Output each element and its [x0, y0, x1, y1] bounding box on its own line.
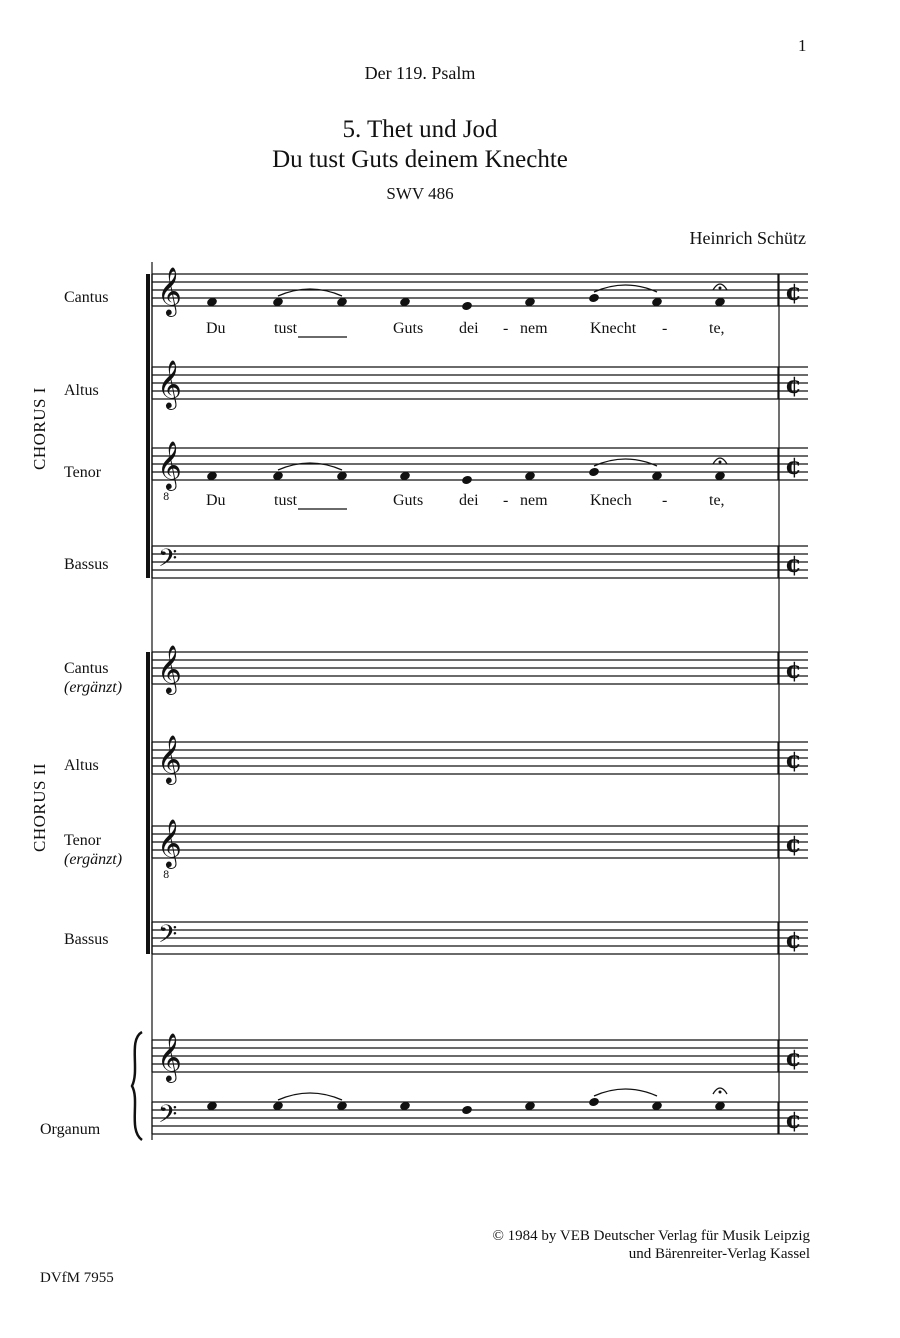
score-glyphs [157, 266, 802, 1135]
lyric-cantus-1: Du [206, 320, 226, 337]
tenor-note [461, 475, 473, 486]
cut-time-symbol: ¢ [785, 829, 802, 858]
copyright-line-2: und Bärenreiter-Verlag Kassel [628, 1246, 810, 1262]
bass-clef-icon: 𝄢 [158, 544, 178, 579]
collection-title: Der 119. Psalm [364, 63, 476, 83]
voice-label-bassus-1: Bassus [64, 556, 109, 573]
voice-note-cantus-2: (ergänzt) [64, 679, 123, 696]
piece-subtitle: Du tust Guts deinem Knechte [272, 146, 568, 173]
treble-clef-icon: 𝄞 [157, 440, 182, 489]
lyric-cantus-7: Knecht [590, 320, 637, 337]
octave-8-marker: 8 [163, 492, 170, 503]
voice-label-cantus-1: Cantus [64, 289, 109, 306]
edition-code: DVfM 7955 [40, 1270, 114, 1286]
cut-time-symbol: ¢ [785, 1105, 802, 1134]
voice-label-tenor-1: Tenor [64, 464, 102, 481]
treble-clef-icon: 𝄞 [157, 818, 182, 867]
cut-time-symbol: ¢ [785, 451, 802, 480]
voice-label-cantus-2: Cantus [64, 660, 109, 677]
treble-clef-icon: 𝄞 [157, 266, 182, 315]
tenor-fermata-dot [719, 461, 722, 464]
organ-bass-note [461, 1105, 473, 1116]
page-number: 1 [798, 36, 807, 55]
bass-clef-icon: 𝄢 [158, 1100, 178, 1135]
organ-bass-fermata-dot [719, 1091, 722, 1094]
lyric-cantus-2: tust [274, 320, 298, 337]
lyric-tenor-5: - [503, 492, 509, 509]
voice-label-tenor-2: Tenor [64, 832, 102, 849]
cut-time-symbol: ¢ [785, 370, 802, 399]
voice-note-tenor-2: (ergänzt) [64, 851, 123, 868]
organ-bass-slur [278, 1093, 342, 1100]
cantus-note [588, 293, 600, 304]
tenor-slur [594, 459, 657, 466]
cut-time-symbol: ¢ [785, 549, 802, 578]
lyric-cantus-3: Guts [393, 320, 424, 337]
voice-label-altus-1: Altus [64, 382, 99, 399]
cut-time-symbol: ¢ [785, 745, 802, 774]
cut-time-symbol: ¢ [785, 925, 802, 954]
cantus-slur [594, 285, 657, 292]
composer-name: Heinrich Schütz [689, 228, 806, 248]
treble-clef-icon: 𝄞 [157, 734, 182, 783]
organ-brace-icon [132, 1032, 142, 1140]
lyric-tenor-6: nem [520, 492, 548, 509]
lyric-cantus-8: - [662, 320, 668, 337]
organ-bass-slur [594, 1089, 657, 1096]
lyric-tenor-8: - [662, 492, 668, 509]
cantus-note [461, 301, 473, 312]
cut-time-symbol: ¢ [785, 277, 802, 306]
cut-time-symbol: ¢ [785, 1043, 802, 1072]
lyric-tenor-2: tust [274, 492, 298, 509]
lyric-cantus-6: nem [520, 320, 548, 337]
tenor-note [588, 467, 600, 478]
piece-title: 5. Thet und Jod [342, 116, 498, 143]
voice-label-organum: Organum [40, 1121, 101, 1138]
staff-lines [132, 262, 808, 1140]
lyric-tenor-7: Knech [590, 492, 632, 509]
voice-label-altus-2: Altus [64, 757, 99, 774]
lyric-cantus-5: - [503, 320, 509, 337]
lyric-tenor-1: Du [206, 492, 226, 509]
treble-clef-icon: 𝄞 [157, 644, 182, 693]
octave-8-marker: 8 [163, 870, 170, 881]
lyric-cantus-9: te, [709, 320, 725, 337]
copyright-line-1: © 1984 by VEB Deutscher Verlag für Musik Leipzig [492, 1228, 810, 1244]
voice-label-bassus-2: Bassus [64, 931, 109, 948]
organ-bass-note [588, 1097, 600, 1108]
chorus-label-1: CHORUS I [30, 387, 49, 470]
lyric-tenor-9: te, [709, 492, 725, 509]
lyric-tenor-3: Guts [393, 492, 424, 509]
lyric-tenor-4: dei [459, 492, 479, 509]
bass-clef-icon: 𝄢 [158, 920, 178, 955]
cut-time-symbol: ¢ [785, 655, 802, 684]
treble-clef-icon: 𝄞 [157, 1032, 182, 1081]
chorus-label-2: CHORUS II [30, 762, 49, 852]
catalog-number: SWV 486 [386, 184, 454, 203]
treble-clef-icon: 𝄞 [157, 359, 182, 408]
lyric-cantus-4: dei [459, 320, 479, 337]
cantus-fermata-dot [719, 287, 722, 290]
